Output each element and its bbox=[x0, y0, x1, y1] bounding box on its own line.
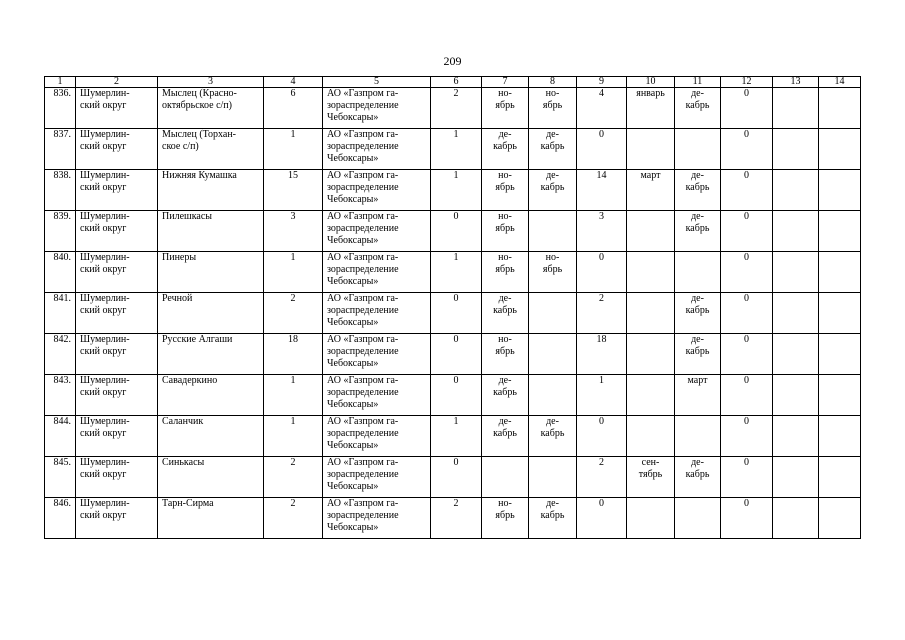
table-cell-col-4: 3 bbox=[264, 211, 323, 252]
table-cell-col-2: Шумерлин- ский округ bbox=[76, 129, 158, 170]
table-cell-col-7: но- ябрь bbox=[482, 88, 529, 129]
table-cell-col-10 bbox=[627, 129, 675, 170]
column-header-1: 1 bbox=[45, 77, 76, 88]
table-cell-col-12: 0 bbox=[721, 252, 773, 293]
table-cell-col-5: АО «Газпром га- зораспределение Чебоксары» bbox=[323, 457, 431, 498]
column-header-7: 7 bbox=[482, 77, 529, 88]
table-cell-col-7: но- ябрь bbox=[482, 334, 529, 375]
table-cell-col-9: 0 bbox=[577, 416, 627, 457]
table-cell-col-12: 0 bbox=[721, 88, 773, 129]
table-cell-col-13 bbox=[773, 375, 819, 416]
table-row bbox=[45, 416, 861, 457]
table-cell-col-4: 6 bbox=[264, 88, 323, 129]
table-cell-col-8: де- кабрь bbox=[529, 416, 577, 457]
table-cell-col-10 bbox=[627, 293, 675, 334]
table-cell-col-14 bbox=[819, 498, 861, 539]
table-cell-col-11: март bbox=[675, 375, 721, 416]
table-cell-col-9: 0 bbox=[577, 129, 627, 170]
column-header-8: 8 bbox=[529, 77, 577, 88]
table-cell-col-12: 0 bbox=[721, 293, 773, 334]
table-cell-col-10 bbox=[627, 334, 675, 375]
table-row bbox=[45, 252, 861, 293]
table-cell-col-3: Мыслец (Торхан- ское с/п) bbox=[158, 129, 264, 170]
table-cell-col-8: но- ябрь bbox=[529, 252, 577, 293]
table-cell-col-14 bbox=[819, 129, 861, 170]
table-cell-col-8: де- кабрь bbox=[529, 129, 577, 170]
table-cell-col-6: 1 bbox=[431, 416, 482, 457]
table-cell-col-9: 1 bbox=[577, 375, 627, 416]
table-cell-col-10 bbox=[627, 211, 675, 252]
table-cell-col-4: 1 bbox=[264, 252, 323, 293]
table-cell-col-3: Пинеры bbox=[158, 252, 264, 293]
table-cell-col-10 bbox=[627, 375, 675, 416]
data-table bbox=[44, 76, 861, 539]
table-cell-col-11: де- кабрь bbox=[675, 170, 721, 211]
table-cell-col-7: но- ябрь bbox=[482, 170, 529, 211]
column-header-5: 5 bbox=[323, 77, 431, 88]
table-cell-col-7: но- ябрь bbox=[482, 252, 529, 293]
table-cell-col-1: 836. bbox=[45, 88, 76, 129]
table-cell-col-5: АО «Газпром га- зораспределение Чебоксары» bbox=[323, 170, 431, 211]
table-cell-col-9: 18 bbox=[577, 334, 627, 375]
table-cell-col-8 bbox=[529, 293, 577, 334]
table-cell-col-10 bbox=[627, 498, 675, 539]
table-cell-col-7: де- кабрь bbox=[482, 293, 529, 334]
table-cell-col-1: 843. bbox=[45, 375, 76, 416]
table-cell-col-7: де- кабрь bbox=[482, 416, 529, 457]
table-cell-col-6: 1 bbox=[431, 129, 482, 170]
column-header-4: 4 bbox=[264, 77, 323, 88]
table-cell-col-4: 18 bbox=[264, 334, 323, 375]
table-cell-col-5: АО «Газпром га- зораспределение Чебоксары» bbox=[323, 88, 431, 129]
column-header-11: 11 bbox=[675, 77, 721, 88]
table-cell-col-13 bbox=[773, 416, 819, 457]
table-cell-col-5: АО «Газпром га- зораспределение Чебоксары» bbox=[323, 416, 431, 457]
table-cell-col-13 bbox=[773, 211, 819, 252]
table-cell-col-6: 0 bbox=[431, 457, 482, 498]
table-cell-col-3: Русские Алгаши bbox=[158, 334, 264, 375]
column-header-9: 9 bbox=[577, 77, 627, 88]
table-cell-col-2: Шумерлин- ский округ bbox=[76, 416, 158, 457]
table-cell-col-3: Пилешкасы bbox=[158, 211, 264, 252]
table-cell-col-5: АО «Газпром га- зораспределение Чебоксары» bbox=[323, 498, 431, 539]
table-row bbox=[45, 498, 861, 539]
table-header-row bbox=[45, 77, 861, 88]
table-cell-col-5: АО «Газпром га- зораспределение Чебоксары» bbox=[323, 375, 431, 416]
table-cell-col-7 bbox=[482, 457, 529, 498]
table-row bbox=[45, 129, 861, 170]
table-cell-col-12: 0 bbox=[721, 457, 773, 498]
table-cell-col-2: Шумерлин- ский округ bbox=[76, 375, 158, 416]
table-cell-col-6: 2 bbox=[431, 498, 482, 539]
table-cell-col-1: 838. bbox=[45, 170, 76, 211]
table-cell-col-2: Шумерлин- ский округ bbox=[76, 293, 158, 334]
table-cell-col-11: де- кабрь bbox=[675, 211, 721, 252]
table-cell-col-6: 1 bbox=[431, 252, 482, 293]
table-cell-col-11: де- кабрь bbox=[675, 457, 721, 498]
table-cell-col-3: Мыслец (Красно- октябрьское с/п) bbox=[158, 88, 264, 129]
table-cell-col-2: Шумерлин- ский округ bbox=[76, 334, 158, 375]
table-cell-col-9: 0 bbox=[577, 498, 627, 539]
table-cell-col-11: де- кабрь bbox=[675, 88, 721, 129]
table-cell-col-14 bbox=[819, 211, 861, 252]
table-cell-col-6: 0 bbox=[431, 293, 482, 334]
table-cell-col-14 bbox=[819, 457, 861, 498]
table-cell-col-13 bbox=[773, 170, 819, 211]
table-cell-col-8: де- кабрь bbox=[529, 498, 577, 539]
table-cell-col-7: де- кабрь bbox=[482, 375, 529, 416]
table-cell-col-2: Шумерлин- ский округ bbox=[76, 252, 158, 293]
table-cell-col-2: Шумерлин- ский округ bbox=[76, 88, 158, 129]
table-row bbox=[45, 211, 861, 252]
table-cell-col-9: 2 bbox=[577, 293, 627, 334]
table-cell-col-9: 4 bbox=[577, 88, 627, 129]
table-cell-col-11: де- кабрь bbox=[675, 293, 721, 334]
column-header-13: 13 bbox=[773, 77, 819, 88]
page-number: 209 bbox=[443, 54, 462, 68]
table-cell-col-5: АО «Газпром га- зораспределение Чебоксары» bbox=[323, 211, 431, 252]
table-cell-col-9: 3 bbox=[577, 211, 627, 252]
table-cell-col-4: 1 bbox=[264, 375, 323, 416]
table-row bbox=[45, 170, 861, 211]
table-cell-col-5: АО «Газпром га- зораспределение Чебоксары» bbox=[323, 293, 431, 334]
table-cell-col-3: Савадеркино bbox=[158, 375, 264, 416]
table-cell-col-12: 0 bbox=[721, 211, 773, 252]
table-cell-col-2: Шумерлин- ский округ bbox=[76, 211, 158, 252]
table-cell-col-11 bbox=[675, 416, 721, 457]
table-cell-col-12: 0 bbox=[721, 416, 773, 457]
table-cell-col-9: 14 bbox=[577, 170, 627, 211]
table-cell-col-6: 0 bbox=[431, 211, 482, 252]
table-cell-col-12: 0 bbox=[721, 498, 773, 539]
table-cell-col-14 bbox=[819, 252, 861, 293]
table-cell-col-7: но- ябрь bbox=[482, 498, 529, 539]
table-cell-col-11: де- кабрь bbox=[675, 334, 721, 375]
table-cell-col-3: Саланчик bbox=[158, 416, 264, 457]
column-header-14: 14 bbox=[819, 77, 861, 88]
table-cell-col-13 bbox=[773, 88, 819, 129]
table-cell-col-12: 0 bbox=[721, 170, 773, 211]
table-cell-col-1: 846. bbox=[45, 498, 76, 539]
table-cell-col-5: АО «Газпром га- зораспределение Чебоксары» bbox=[323, 129, 431, 170]
table-cell-col-14 bbox=[819, 293, 861, 334]
table-cell-col-3: Нижняя Кумашка bbox=[158, 170, 264, 211]
table-cell-col-3: Речной bbox=[158, 293, 264, 334]
table-cell-col-2: Шумерлин- ский округ bbox=[76, 170, 158, 211]
table-cell-col-13 bbox=[773, 293, 819, 334]
table-cell-col-1: 842. bbox=[45, 334, 76, 375]
table-cell-col-3: Тарн-Сирма bbox=[158, 498, 264, 539]
table-cell-col-4: 1 bbox=[264, 416, 323, 457]
table-cell-col-7: де- кабрь bbox=[482, 129, 529, 170]
table-cell-col-14 bbox=[819, 375, 861, 416]
table-cell-col-1: 839. bbox=[45, 211, 76, 252]
table-cell-col-12: 0 bbox=[721, 375, 773, 416]
table-cell-col-8 bbox=[529, 211, 577, 252]
table-cell-col-10 bbox=[627, 416, 675, 457]
table-cell-col-14 bbox=[819, 416, 861, 457]
table-cell-col-12: 0 bbox=[721, 334, 773, 375]
table-cell-col-8: но- ябрь bbox=[529, 88, 577, 129]
column-header-3: 3 bbox=[158, 77, 264, 88]
table-cell-col-12: 0 bbox=[721, 129, 773, 170]
table-cell-col-14 bbox=[819, 334, 861, 375]
table-cell-col-14 bbox=[819, 88, 861, 129]
table-row bbox=[45, 293, 861, 334]
table-cell-col-1: 844. bbox=[45, 416, 76, 457]
table-row bbox=[45, 375, 861, 416]
table-cell-col-13 bbox=[773, 252, 819, 293]
table-cell-col-13 bbox=[773, 129, 819, 170]
table-cell-col-4: 2 bbox=[264, 293, 323, 334]
table-cell-col-13 bbox=[773, 334, 819, 375]
table-row bbox=[45, 334, 861, 375]
table-cell-col-4: 2 bbox=[264, 498, 323, 539]
table-cell-col-1: 837. bbox=[45, 129, 76, 170]
table-cell-col-10 bbox=[627, 252, 675, 293]
table-cell-col-3: Синькасы bbox=[158, 457, 264, 498]
table-cell-col-13 bbox=[773, 498, 819, 539]
table-cell-col-2: Шумерлин- ский округ bbox=[76, 457, 158, 498]
table-cell-col-6: 2 bbox=[431, 88, 482, 129]
table-cell-col-1: 841. bbox=[45, 293, 76, 334]
table-cell-col-14 bbox=[819, 170, 861, 211]
table-cell-col-13 bbox=[773, 457, 819, 498]
table-cell-col-1: 840. bbox=[45, 252, 76, 293]
table-cell-col-10: сен- тябрь bbox=[627, 457, 675, 498]
table-cell-col-5: АО «Газпром га- зораспределение Чебоксары» bbox=[323, 252, 431, 293]
table-cell-col-4: 1 bbox=[264, 129, 323, 170]
table-cell-col-6: 0 bbox=[431, 375, 482, 416]
table-cell-col-4: 15 bbox=[264, 170, 323, 211]
table-cell-col-8 bbox=[529, 457, 577, 498]
table-cell-col-9: 0 bbox=[577, 252, 627, 293]
table-cell-col-6: 1 bbox=[431, 170, 482, 211]
table-cell-col-10: январь bbox=[627, 88, 675, 129]
column-header-10: 10 bbox=[627, 77, 675, 88]
table-cell-col-11 bbox=[675, 129, 721, 170]
table-cell-col-10: март bbox=[627, 170, 675, 211]
table-cell-col-1: 845. bbox=[45, 457, 76, 498]
table-cell-col-11 bbox=[675, 498, 721, 539]
table-cell-col-4: 2 bbox=[264, 457, 323, 498]
table-cell-col-6: 0 bbox=[431, 334, 482, 375]
table-cell-col-2: Шумерлин- ский округ bbox=[76, 498, 158, 539]
table-cell-col-9: 2 bbox=[577, 457, 627, 498]
table-cell-col-11 bbox=[675, 252, 721, 293]
column-header-2: 2 bbox=[76, 77, 158, 88]
table-cell-col-5: АО «Газпром га- зораспределение Чебоксары» bbox=[323, 334, 431, 375]
table-cell-col-8: де- кабрь bbox=[529, 170, 577, 211]
table-cell-col-8 bbox=[529, 334, 577, 375]
table-row bbox=[45, 88, 861, 129]
column-header-12: 12 bbox=[721, 77, 773, 88]
table-cell-col-7: но- ябрь bbox=[482, 211, 529, 252]
table-cell-col-8 bbox=[529, 375, 577, 416]
column-header-6: 6 bbox=[431, 77, 482, 88]
table-row bbox=[45, 457, 861, 498]
